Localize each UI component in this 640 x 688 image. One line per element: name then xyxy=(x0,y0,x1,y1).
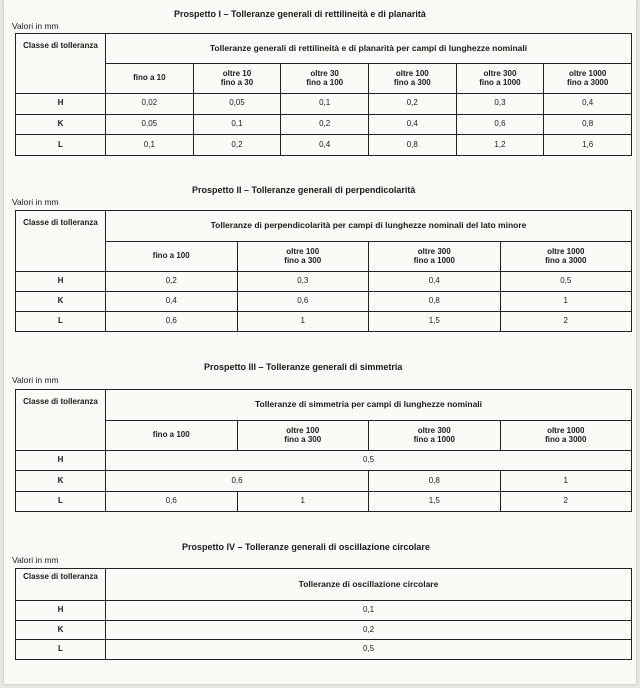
table-3-title: Prospetto III – Tolleranze generali di simmetria xyxy=(204,362,403,372)
column-header: oltre 10 fino a 30 xyxy=(193,64,281,94)
table-3-simmetria xyxy=(15,389,632,512)
value-cell: 0,05 xyxy=(106,114,194,135)
class-header: Classe di tolleranza xyxy=(16,569,106,601)
group-header: Tolleranze di oscillazione circolare xyxy=(106,569,632,601)
value-cell: 1,5 xyxy=(369,312,501,332)
value-cell: 0,8 xyxy=(369,292,501,312)
group-header: Tolleranze di perpendicolarità per campi di lunghezze nominali del lato minore xyxy=(106,211,632,242)
table-row xyxy=(16,471,632,491)
value-cell: 0,3 xyxy=(456,94,544,115)
value-cell: 0,6 xyxy=(456,114,544,135)
class-cell: L xyxy=(16,491,106,511)
table-2-title: Prospetto II – Tolleranze generali di perpendicolarità xyxy=(192,185,416,195)
value-cell: 2 xyxy=(500,312,632,332)
value-cell: 0,8 xyxy=(544,114,632,135)
value-cell: 0,2 xyxy=(368,94,456,115)
table-2-perpendicolarita xyxy=(15,210,632,332)
value-cell: 0,8 xyxy=(368,135,456,156)
table-1-unit: Valori in mm xyxy=(12,21,59,31)
value-cell: 0,02 xyxy=(106,94,194,115)
table-4-unit: Valori in mm xyxy=(12,555,59,565)
table-2-unit: Valori in mm xyxy=(12,197,59,207)
table-row xyxy=(16,94,632,115)
table-row xyxy=(16,312,632,332)
table-row xyxy=(16,114,632,135)
group-header: Tolleranze di simmetria per campi di lunghezze nominali xyxy=(106,390,632,421)
class-cell: L xyxy=(16,312,106,332)
value-cell: 0,6 xyxy=(106,471,369,491)
value-cell: 1 xyxy=(500,292,632,312)
table-row xyxy=(16,292,632,312)
column-header: oltre 300 fino a 1000 xyxy=(456,64,544,94)
value-cell: 0,6 xyxy=(106,312,238,332)
table-row xyxy=(16,451,632,471)
column-header: oltre 1000 fino a 3000 xyxy=(544,64,632,94)
value-cell: 0,1 xyxy=(193,114,281,135)
value-cell: 0,4 xyxy=(369,272,501,292)
value-cell: 1 xyxy=(237,312,369,332)
class-cell: L xyxy=(16,135,106,156)
value-cell: 1,2 xyxy=(456,135,544,156)
group-header: Tolleranze generali di rettilineità e di planarità per campi di lunghezze nominali xyxy=(106,34,632,64)
table-row xyxy=(16,491,632,511)
value-cell: 0,5 xyxy=(106,451,632,471)
value-cell: 0,6 xyxy=(106,491,238,511)
class-header: Classe di tolleranza xyxy=(16,390,106,451)
value-cell: 0,5 xyxy=(106,640,632,660)
value-cell: 0,1 xyxy=(281,94,369,115)
value-cell: 0,1 xyxy=(106,135,194,156)
class-cell: L xyxy=(16,640,106,660)
value-cell: 0,1 xyxy=(106,601,632,621)
value-cell: 0,05 xyxy=(193,94,281,115)
value-cell: 0,4 xyxy=(106,292,238,312)
value-cell: 1 xyxy=(500,471,632,491)
value-cell: 0,2 xyxy=(106,272,238,292)
column-header: oltre 30 fino a 100 xyxy=(281,64,369,94)
value-cell: 0,2 xyxy=(281,114,369,135)
table-row xyxy=(16,640,632,660)
table-4-title: Prospetto IV – Tolleranze generali di oscillazione circolare xyxy=(182,542,430,552)
class-cell: K xyxy=(16,471,106,491)
class-cell: H xyxy=(16,601,106,621)
table-row xyxy=(16,272,632,292)
column-header: fino a 100 xyxy=(106,242,238,272)
column-header: oltre 1000 fino a 3000 xyxy=(500,242,632,272)
class-cell: H xyxy=(16,272,106,292)
document-page xyxy=(4,0,636,684)
class-cell: K xyxy=(16,114,106,135)
value-cell: 0,5 xyxy=(500,272,632,292)
class-cell: H xyxy=(16,451,106,471)
class-cell: K xyxy=(16,292,106,312)
class-cell: H xyxy=(16,94,106,115)
table-row xyxy=(16,620,632,640)
column-header: oltre 100 fino a 300 xyxy=(237,421,369,451)
value-cell: 0,3 xyxy=(237,272,369,292)
value-cell: 1 xyxy=(237,491,369,511)
table-row xyxy=(16,601,632,621)
class-header: Classe di tolleranza xyxy=(16,34,106,94)
column-header: oltre 100 fino a 300 xyxy=(368,64,456,94)
column-header: oltre 100 fino a 300 xyxy=(237,242,369,272)
value-cell: 0,8 xyxy=(369,471,501,491)
value-cell: 0,2 xyxy=(193,135,281,156)
value-cell: 0,4 xyxy=(281,135,369,156)
value-cell: 0,4 xyxy=(544,94,632,115)
value-cell: 1,6 xyxy=(544,135,632,156)
class-header: Classe di tolleranza xyxy=(16,211,106,272)
value-cell: 0,4 xyxy=(368,114,456,135)
value-cell: 0,6 xyxy=(237,292,369,312)
class-cell: K xyxy=(16,620,106,640)
column-header: oltre 300 fino a 1000 xyxy=(369,421,501,451)
column-header: oltre 1000 fino a 3000 xyxy=(500,421,632,451)
value-cell: 1,5 xyxy=(369,491,501,511)
column-header: fino a 100 xyxy=(106,421,238,451)
table-1-rettilineita-planarita xyxy=(15,33,632,156)
table-4-oscillazione-circolare xyxy=(15,568,632,660)
table-row xyxy=(16,135,632,156)
table-1-title: Prospetto I – Tolleranze generali di rettilineità e di planarità xyxy=(174,9,426,19)
value-cell: 2 xyxy=(500,491,632,511)
column-header: oltre 300 fino a 1000 xyxy=(369,242,501,272)
table-3-unit: Valori in mm xyxy=(12,375,59,385)
column-header: fino a 10 xyxy=(106,64,194,94)
value-cell: 0,2 xyxy=(106,620,632,640)
